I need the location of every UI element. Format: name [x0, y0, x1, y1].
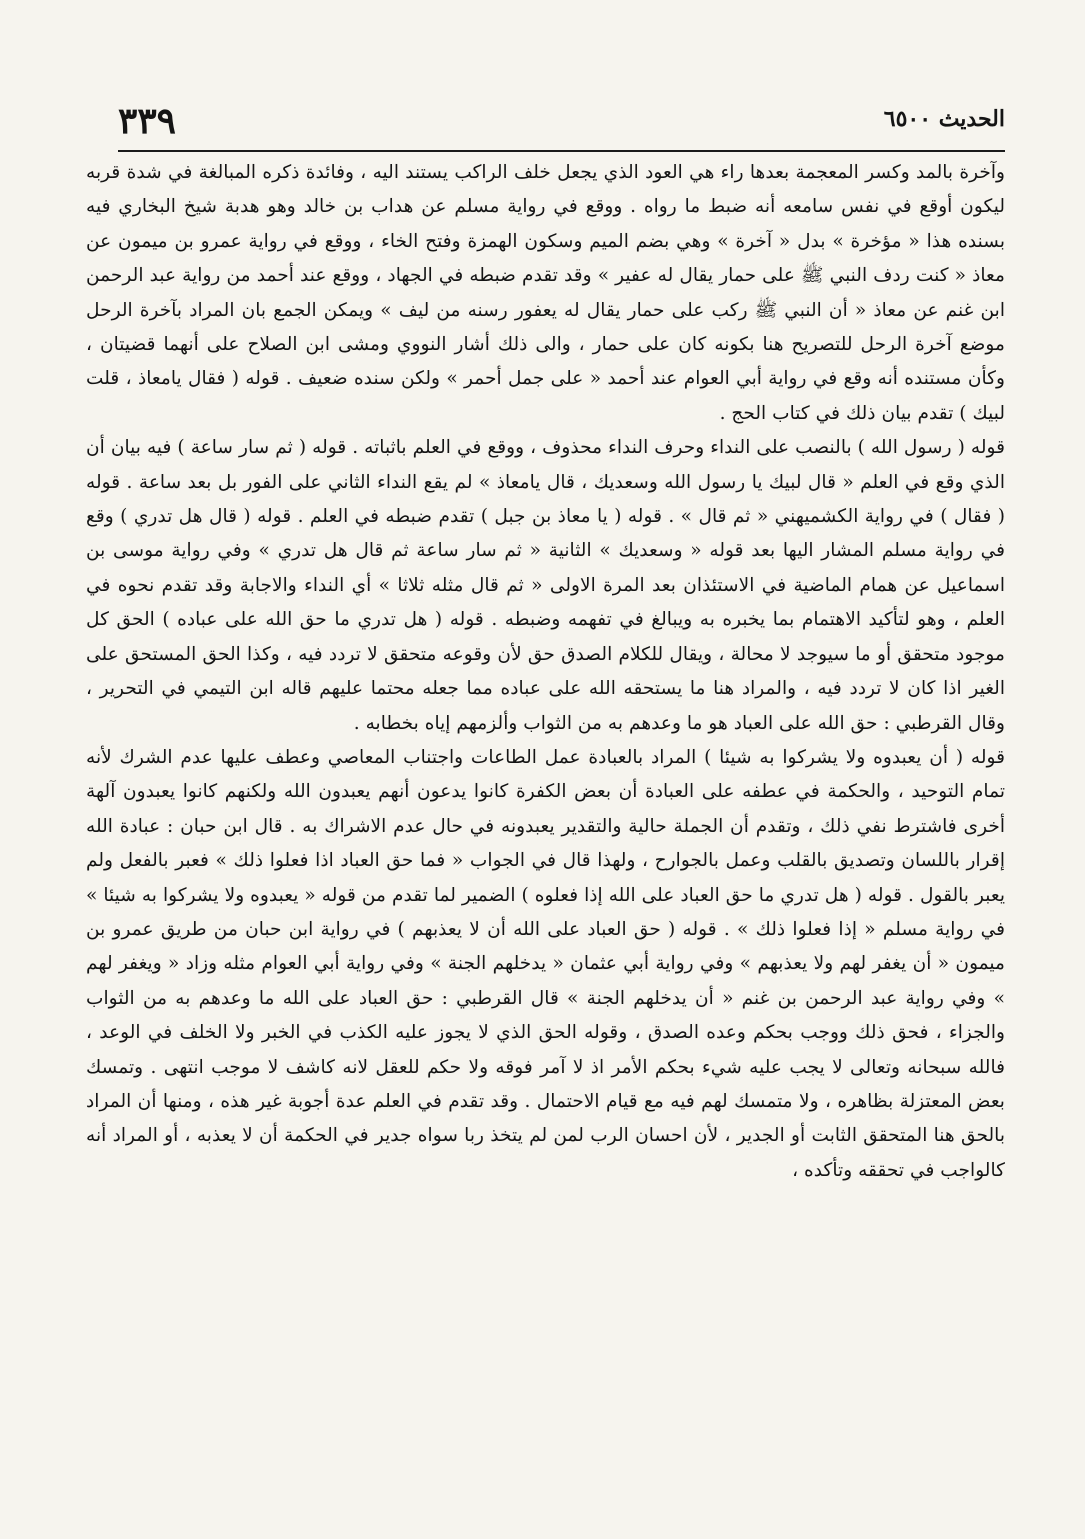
running-title: الحديث ٦٥٠٠ [883, 106, 1005, 132]
paragraph-2: قوله ( رسول الله ) بالنصب على النداء وحرف النداء محذوف ، ووقع في العلم باثباته . قوله ( ثم سار ساعة ) فيه بيان أن الذي وقع في العلم « قال لبيك يا رسول الله وسعديك ، قال يامعاذ » لم يقع النداء الثاني على الفور بل بعد ساعة . قوله ( فقال ) في رواية الكشميهني « ثم قال » . قوله ( يا معاذ بن جبل ) تقدم ضبطه في العلم . قوله ( قال هل تدري ) وقع في رواية مسلم المشار اليها بعد قوله « وسعديك » الثانية « ثم سار ساعة ثم قال هل تدري » وفي رواية موسى بن اسماعيل عن همام الماضية في الاستئذان بعد المرة الاولى « ثم قال مثله ثلاثا » أي النداء والاجابة وقد تقدم نحوه في العلم ، وهو لتأكيد الاهتمام بما يخبره به ويبالغ في تفهمه وضبطه . قوله ( هل تدري ما حق الله على عباده ) الحق كل موجود متحقق أو ما سيوجد لا محالة ، ويقال للكلام الصدق حق لأن وقوعه متحقق لا تردد فيه ، وكذا الحق المستحق على الغير اذا كان لا تردد فيه ، والمراد هنا ما يستحقه الله على عباده مما جعله محتما عليهم قاله ابن التيمي في التحرير ، وقال القرطبي : حق الله على العباد هو ما وعدهم به من الثواب وألزمهم إياه بخطابه . [86, 437, 1005, 734]
header-rule [118, 150, 1005, 152]
page-header [118, 100, 1005, 148]
paragraph-3: قوله ( أن يعبدوه ولا يشركوا به شيئا ) المراد بالعبادة عمل الطاعات واجتناب المعاصي وعطف عليها عدم الشرك لأنه تمام التوحيد ، والحكمة في عطفه على العبادة أن بعض الكفرة كانوا يدعون أنهم يعبدون الله ولكنهم كانوا يعبدون آلهة أخرى فاشترط نفي ذلك ، وتقدم أن الجملة حالية والتقدير يعبدونه في حال عدم الاشراك به . قال ابن حبان : عبادة الله إقرار باللسان وتصديق بالقلب وعمل بالجوارح ، ولهذا قال في الجواب « فما حق العباد اذا فعلوا ذلك » فعبر بالفعل ولم يعبر بالقول . قوله ( هل تدري ما حق العباد على الله إذا فعلوه ) الضمير لما تقدم من قوله « يعبدوه ولا يشركوا به شيئا » في رواية مسلم « إذا فعلوا ذلك » . قوله ( حق العباد على الله أن لا يعذبهم ) في رواية ابن حبان من طريق عمرو بن ميمون « أن يغفر لهم ولا يعذبهم » وفي رواية أبي عثمان « يدخلهم الجنة » وفي رواية أبي العوام مثله وزاد « ويغفر لهم » وفي رواية عبد الرحمن بن غنم « أن يدخلهم الجنة » قال القرطبي : حق العباد على الله ما وعدهم به من الثواب والجزاء ، فحق ذلك ووجب بحكم وعده الصدق ، وقوله الحق الذي لا يجوز عليه الكذب في الخبر ولا الخلف في الوعد ، فالله سبحانه وتعالى لا يجب عليه شيء بحكم الأمر اذ لا آمر فوقه ولا حكم للعقل لانه كاشف لا موجب انتهى . وتمسك بعض المعتزلة بظاهره ، ولا متمسك لهم فيه مع قيام الاحتمال . وقد تقدم في العلم عدة أجوبة غير هذه ، ومنها أن المراد بالحق هنا المتحقق الثابت أو الجدير ، لأن احسان الرب لمن لم يتخذ ربا سواه جدير في الحكمة أن لا يعذبه ، أو المراد أنه كالواجب في تحققه وتأكده ، [86, 746, 1005, 1181]
paragraph-1: وآخرة بالمد وكسر المعجمة بعدها راء هي العود الذي يجعل خلف الراكب يستند اليه ، وفائدة ذكره المبالغة في شدة قربه ليكون أوقع في نفس سامعه أنه ضبط ما رواه . ووقع في رواية مسلم عن هداب بن خالد وهو هدبة شيخ البخاري فيه بسنده هذا « مؤخرة » بدل « آخرة » وهي بضم الميم وسكون الهمزة وفتح الخاء ، ووقع في رواية عمرو بن ميمون عن معاذ « كنت ردف النبي ﷺ على حمار يقال له عفير » وقد تقدم ضبطه في الجهاد ، ووقع عند أحمد من رواية عبد الرحمن ابن غنم عن معاذ « أن النبي ﷺ ركب على حمار يقال له يعفور رسنه من ليف » ويمكن الجمع بان المراد بآخرة الرحل موضع آخرة الرحل للتصريح هنا بكونه كان على حمار ، والى ذلك أشار النووي ومشى ابن الصلاح على أنهما قضيتان ، وكأن مستنده أنه وقع في رواية أبي العوام عند أحمد « على جمل أحمر » ولكن سنده ضعيف . قوله ( فقال يامعاذ ، قلت لبيك ) تقدم بيان ذلك في كتاب الحج . [86, 162, 1005, 424]
main-text [86, 156, 1005, 1188]
page-number: ٣٣٩ [118, 100, 177, 142]
